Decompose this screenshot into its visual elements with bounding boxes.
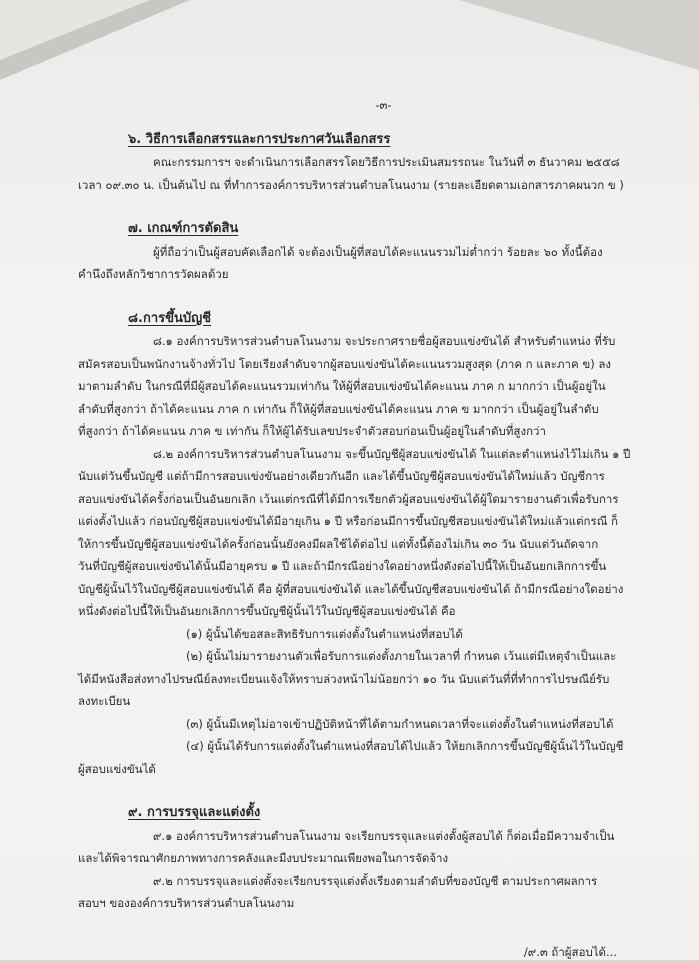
section-8-2-line: สอบแข่งขันได้ครั้งก่อนเป็นอันยกเลิก เว้นแต่กรณีที่ได้มีการเรียกตัวผู้สอบแข่งขันได้ผู้ใดมารายงานตัวเพื่อรับการ xyxy=(78,488,659,511)
list-item-2-cont: ลงทะเบียน xyxy=(78,690,659,713)
section-9-1-line: และได้พิจารณาศักยภาพทางการคลังและมีงบประมาณเพียงพอในการจัดจ้าง xyxy=(78,847,659,870)
section-9-title: ๙. การบรรจุและแต่งตั้ง xyxy=(78,802,659,825)
section-9-2-line: สอบฯ ขององค์การบริหารส่วนตำบลโนนงาม xyxy=(78,892,659,915)
section-6-line-2: เวลา ๐๙.๓๐ น. เป็นต้นไป ณ ที่ทำการองค์การบริหารส่วนตำบลโนนงาม (รายละเอียดตามเอกสารภาคผนวก ข ) xyxy=(78,174,659,197)
section-8-1-line: ๘.๑ องค์การบริหารส่วนตำบลโนนงาม จะประกาศรายชื่อผู้สอบแข่งขันได้ สำหรับตำแหน่ง ที่รับ xyxy=(78,330,659,353)
section-8-2-line: ๘.๒ องค์การบริหารส่วนตำบลโนนงาม จะขึ้นบัญชีผู้สอบแข่งขันได้ ในแต่ละตำแหน่งไว้ไม่เกิน ๑ ปี xyxy=(78,443,659,466)
section-6-title: ๖. วิธีการเลือกสรรและการประกาศวันเลือกสรร xyxy=(78,129,659,152)
section-8-2-line: บัญชีผู้นั้นไว้ในบัญชีผู้สอบแข่งขันได้ คือ ผู้ที่สอบแข่งขันได้ และได้ขึ้นบัญชีสอบแข่งขันได้ ถ้ามีกรณีอย่างใดอย่าง xyxy=(78,578,659,601)
list-item-2-cont: ได้มีหนังสือส่งทางไปรษณีย์ลงทะเบียนแจ้งให้ทราบล่วงหน้าไม่น้อยกว่า ๑๐ วัน นับแต่วันที่ที่ทำการไปรษณีย์รับ xyxy=(78,668,659,691)
list-item-4-cont: ผู้สอบแข่งขันได้ xyxy=(78,758,659,781)
section-7-title: ๗. เกณฑ์การตัดสิน xyxy=(78,218,659,241)
section-9-1-line: ๙.๑ องค์การบริหารส่วนตำบลโนนงาม จะเรียกบรรจุและแต่งตั้งผู้สอบได้ ก็ต่อเมื่อมีความจำเป็น xyxy=(78,825,659,848)
section-9-2-line: ๙.๒ การบรรจุและแต่งตั้งจะเรียกบรรจุแต่งตั้งเรียงตามลำดับที่ของบัญชี ตามประกาศผลการ xyxy=(78,870,659,893)
section-7-line-1: ผู้ที่ถือว่าเป็นผู้สอบคัดเลือกได้ จะต้องเป็นผู้ที่สอบได้คะแนนรวมไม่ต่ำกว่า ร้อยละ ๖๐ ทั้งนี้ต้อง xyxy=(78,241,659,264)
section-7-line-2: คำนึงถึงหลักวิชาการวัดผลด้วย xyxy=(78,263,659,286)
page-number: -๓- xyxy=(78,94,659,117)
list-item-2: (๒) ผู้นั้นไม่มารายงานตัวเพื่อรับการแต่งตั้งภายในเวลาที่ กำหนด เว้นแต่มีเหตุจำเป็นและ xyxy=(78,645,659,668)
section-6-line-1: คณะกรรมการฯ จะดำเนินการเลือกสรรโดยวิธีการประเมินสมรรถนะ ในวันที่ ๓ ธันวาคม ๒๕๕๘ xyxy=(78,151,659,174)
section-8-1-line: ที่สูงกว่า ถ้าได้คะแนน ภาค ข เท่ากัน ก็ให้ผู้ได้รับเลขประจำตัวสอบก่อนเป็นผู้อยู่ในลำดับที่สูงกว่า xyxy=(78,420,659,443)
continuation-note: /๙.๓ ถ้าผู้สอบได้... xyxy=(78,941,659,963)
section-8-2-line: นับแต่วันขึ้นบัญชี แต่ถ้ามีการสอบแข่งขันอย่างเดียวกันอีก และได้ขึ้นบัญชีผู้สอบแข่งขันได้ใหม่แล้ว บัญชีการ xyxy=(78,465,659,488)
section-8-2-line: วันที่บัญชีผู้สอบแข่งขันได้นั้นมีอายุครบ ๑ ปี และถ้ามีกรณีอย่างใดอย่างหนึ่งดังต่อไปนี้ให้เป็นอันยกเลิกการขึ้น xyxy=(78,555,659,578)
section-8-1-line: สมัครสอบเป็นพนักงานจ้างทั่วไป โดยเรียงลำดับจากผู้สอบแข่งขันได้คะแนนรวมสูงสุด (ภาค ก และภาค ข) ลง xyxy=(78,353,659,376)
section-8-1-line: มาตามลำดับ ในกรณีที่มีผู้สอบได้คะแนนรวมเท่ากัน ให้ผู้ที่สอบแข่งขันได้คะแนน ภาค ก มากกว่า เป็นผู้อยู่ใน xyxy=(78,375,659,398)
list-item-4: (๔) ผู้นั้นได้รับการแต่งตั้งในตำแหน่งที่สอบได้ไปแล้ว ให้ยกเลิกการขึ้นบัญชีผู้นั้นไว้ในบัญชี xyxy=(78,735,659,758)
page-fold-shadow xyxy=(459,0,699,70)
list-item-3: (๓) ผู้นั้นมีเหตุไม่อาจเข้าปฏิบัติหน้าที่ได้ตามกำหนดเวลาที่จะแต่งตั้งในตำแหน่งที่สอบได้ xyxy=(78,713,659,736)
section-8-2-line: หนึ่งดังต่อไปนี้ให้เป็นอันยกเลิกการขึ้นบัญชีผู้นั้นไว้ในบัญชีผู้สอบแข่งขันได้ คือ xyxy=(78,600,659,623)
section-8-2-line: แต่งตั้งไปแล้ว ก่อนบัญชีผู้สอบแข่งขันได้มีอายุเกิน ๑ ปี หรือก่อนมีการขึ้นบัญชีสอบแข่งขันได้ใหม่แล้วแต่กรณี ก็ xyxy=(78,510,659,533)
section-8-title: ๘.การขึ้นบัญชี xyxy=(78,308,659,331)
list-item-1: (๑) ผู้นั้นได้ขอสละสิทธิรับการแต่งตั้งในตำแหน่งที่สอบได้ xyxy=(78,623,659,646)
section-8-2-line: ให้การขึ้นบัญชีผู้สอบแข่งขันได้ครั้งก่อนนั้นยังคงมีผลใช้ได้ต่อไป แต่ทั้งนี้ต้องไม่เกิน ๓๐ วัน นับแต่วันถัดจาก xyxy=(78,533,659,556)
section-8-1-line: ลำดับที่สูงกว่า ถ้าได้คะแนน ภาค ก เท่ากัน ก็ให้ผู้ที่สอบแข่งขันได้คะแนน ภาค ข มากกว่า เป็นผู้อยู่ในลำดับ xyxy=(78,398,659,421)
page-fold-highlight xyxy=(0,0,150,60)
